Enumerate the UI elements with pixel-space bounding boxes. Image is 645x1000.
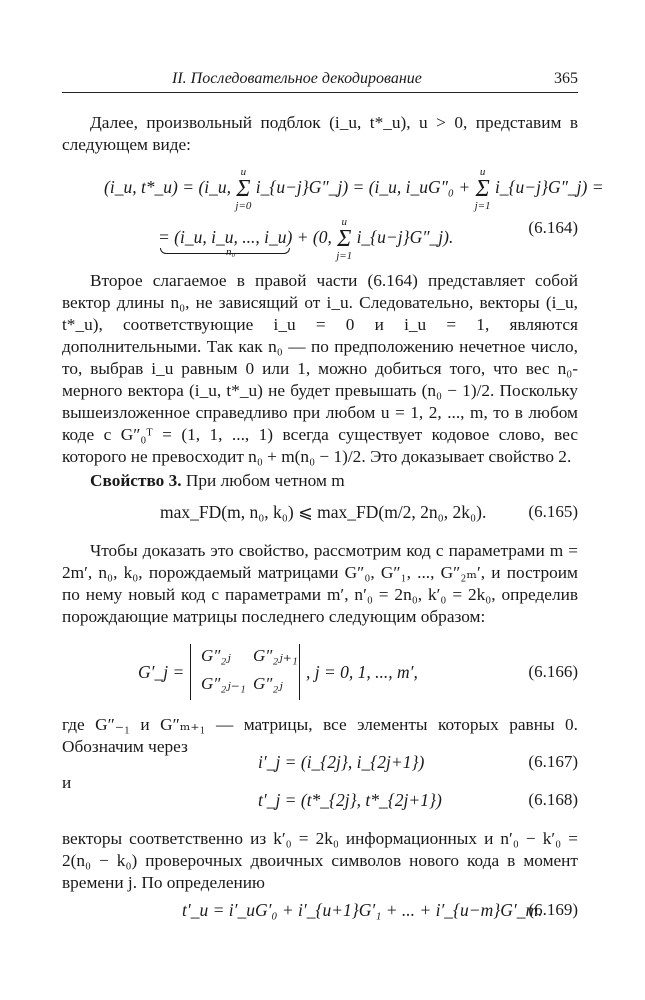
eq164-part-b: i_{u−j}G″_j) = (i_u, i_uG″₀ + xyxy=(255,177,475,198)
equation-6-168: t′_j = (t*_{2j}, t*_{2j+1}) xyxy=(258,790,442,810)
equation-6-164-line-1 xyxy=(104,166,604,212)
property-3-label: Свойство 3. xyxy=(90,471,182,490)
paragraph-property-3 xyxy=(62,470,578,492)
page-number: 365 xyxy=(554,70,578,87)
equation-number-6-168: (6.168) xyxy=(528,790,578,809)
sum-upper-limit: u xyxy=(240,166,247,178)
eq164-part-e: + (0, xyxy=(296,227,337,248)
eq164-part-c: i_{u−j}G″_j) = xyxy=(494,177,604,198)
equation-6-166-lhs: G′_j = xyxy=(138,662,185,682)
eq164-part-a: (i_u, t*_u) = (i_u, xyxy=(104,177,236,198)
property-3-text: При любом четном m xyxy=(185,471,345,490)
matrix-cell-2-2: G″₂ⱼ xyxy=(253,674,283,693)
underbrace: = (i_u, i_u, ..., i_u) xyxy=(158,227,293,248)
matrix-cell-1-2: G″₂ⱼ₊₁ xyxy=(253,646,298,665)
equation-6-169: t′_u = i′_uG′₀ + i′_{u+1}G′₁ + ... + i′_{u−m}G′_m. xyxy=(182,900,543,920)
equation-6-166-rhs: , j = 0, 1, ..., m′, xyxy=(306,662,418,682)
equation-number-6-164: (6.164) xyxy=(528,218,578,237)
equation-6-164-line-2 xyxy=(158,216,453,262)
equation-number-6-167: (6.167) xyxy=(528,752,578,771)
equation-6-165: max_FD(m, n₀, k₀) ⩽ max_FD(m/2, 2n₀, 2k₀). xyxy=(160,502,487,522)
eq164-part-f: i_{u−j}G″_j). xyxy=(356,227,454,248)
sum-lower-limit: j=0 xyxy=(235,200,252,212)
sum-symbol: u Σ j=1 xyxy=(474,166,491,212)
paragraph-intro: Далее, произвольный подблок (i_u, t*_u), u > 0, представим в следующем виде: xyxy=(62,113,578,154)
matrix-cell-2-1: G″₂ⱼ₋₁ xyxy=(201,674,246,693)
underbrace-label: n₀ xyxy=(226,246,236,258)
equation-6-167: i′_j = (i_{2j}, i_{2j+1}) xyxy=(258,752,425,772)
sum-lower-limit: j=1 xyxy=(336,250,353,262)
matrix-cell-1-1: G″₂ⱼ xyxy=(201,646,231,665)
sum-symbol: u Σ j=1 xyxy=(336,216,353,262)
equation-number-6-166: (6.166) xyxy=(528,662,578,681)
equation-number-6-169: (6.169) xyxy=(528,900,578,919)
equation-number-6-165: (6.165) xyxy=(528,502,578,521)
sum-upper-limit: u xyxy=(341,216,347,228)
sum-upper-limit: u xyxy=(479,166,486,178)
running-title: II. Последовательное декодирование xyxy=(172,70,422,87)
sum-symbol: u Σ j=0 xyxy=(235,166,252,212)
paragraph-where: где G″₋₁ и G″ₘ₊₁ — матрицы, все элементы которых равны 0. Обозначим через xyxy=(62,715,578,756)
page-header xyxy=(62,66,578,93)
paragraph-and: и xyxy=(62,773,72,792)
sum-lower-limit: j=1 xyxy=(474,200,491,212)
paragraph-proof-intro: Чтобы доказать это свойство, рассмотрим код с параметрами m = 2m′, n₀, k₀, порождаемый матрицами G″₀, G″₁, ..., G″₂ₘ′, и построим по нему новый код с параметрами m′, n′₀ = 2n₀, k′₀ = 2k₀, определив порождающие матрицы последнего следующим образом: xyxy=(62,541,578,626)
paragraph-vectors: векторы соответственно из k′₀ = 2k₀ информационных и n′₀ − k′₀ = 2(n₀ − k₀) проверочных двоичных символов нового кода в момент времени j. По определению xyxy=(62,829,578,892)
paragraph-after-6-164: Второе слагаемое в правой части (6.164) представляет собой вектор длины n₀, не зависящий от i_u. Следовательно, векторы (i_u, t*_u), соответствующие i_u = 0 и i_u = 1, являются дополнительными. Так как n₀ — по предположению нечетное число, то, выбрав i_u равным 0 или 1, можно добиться того, что вес n₀-мерного вектора (i_u, t*_u) не будет превышать (n₀ − 1)/2. Поскольку вышеизложенное справедливо при любом u = 1, 2, ..., m, то в любом коде с G″₀ᵀ = (1, 1, ..., 1) всегда существует кодовое слово, вес которого не превосходит n₀ + m(n₀ − 1)/2. Это доказывает свойство 2. xyxy=(62,271,578,466)
block-matrix xyxy=(190,644,300,700)
